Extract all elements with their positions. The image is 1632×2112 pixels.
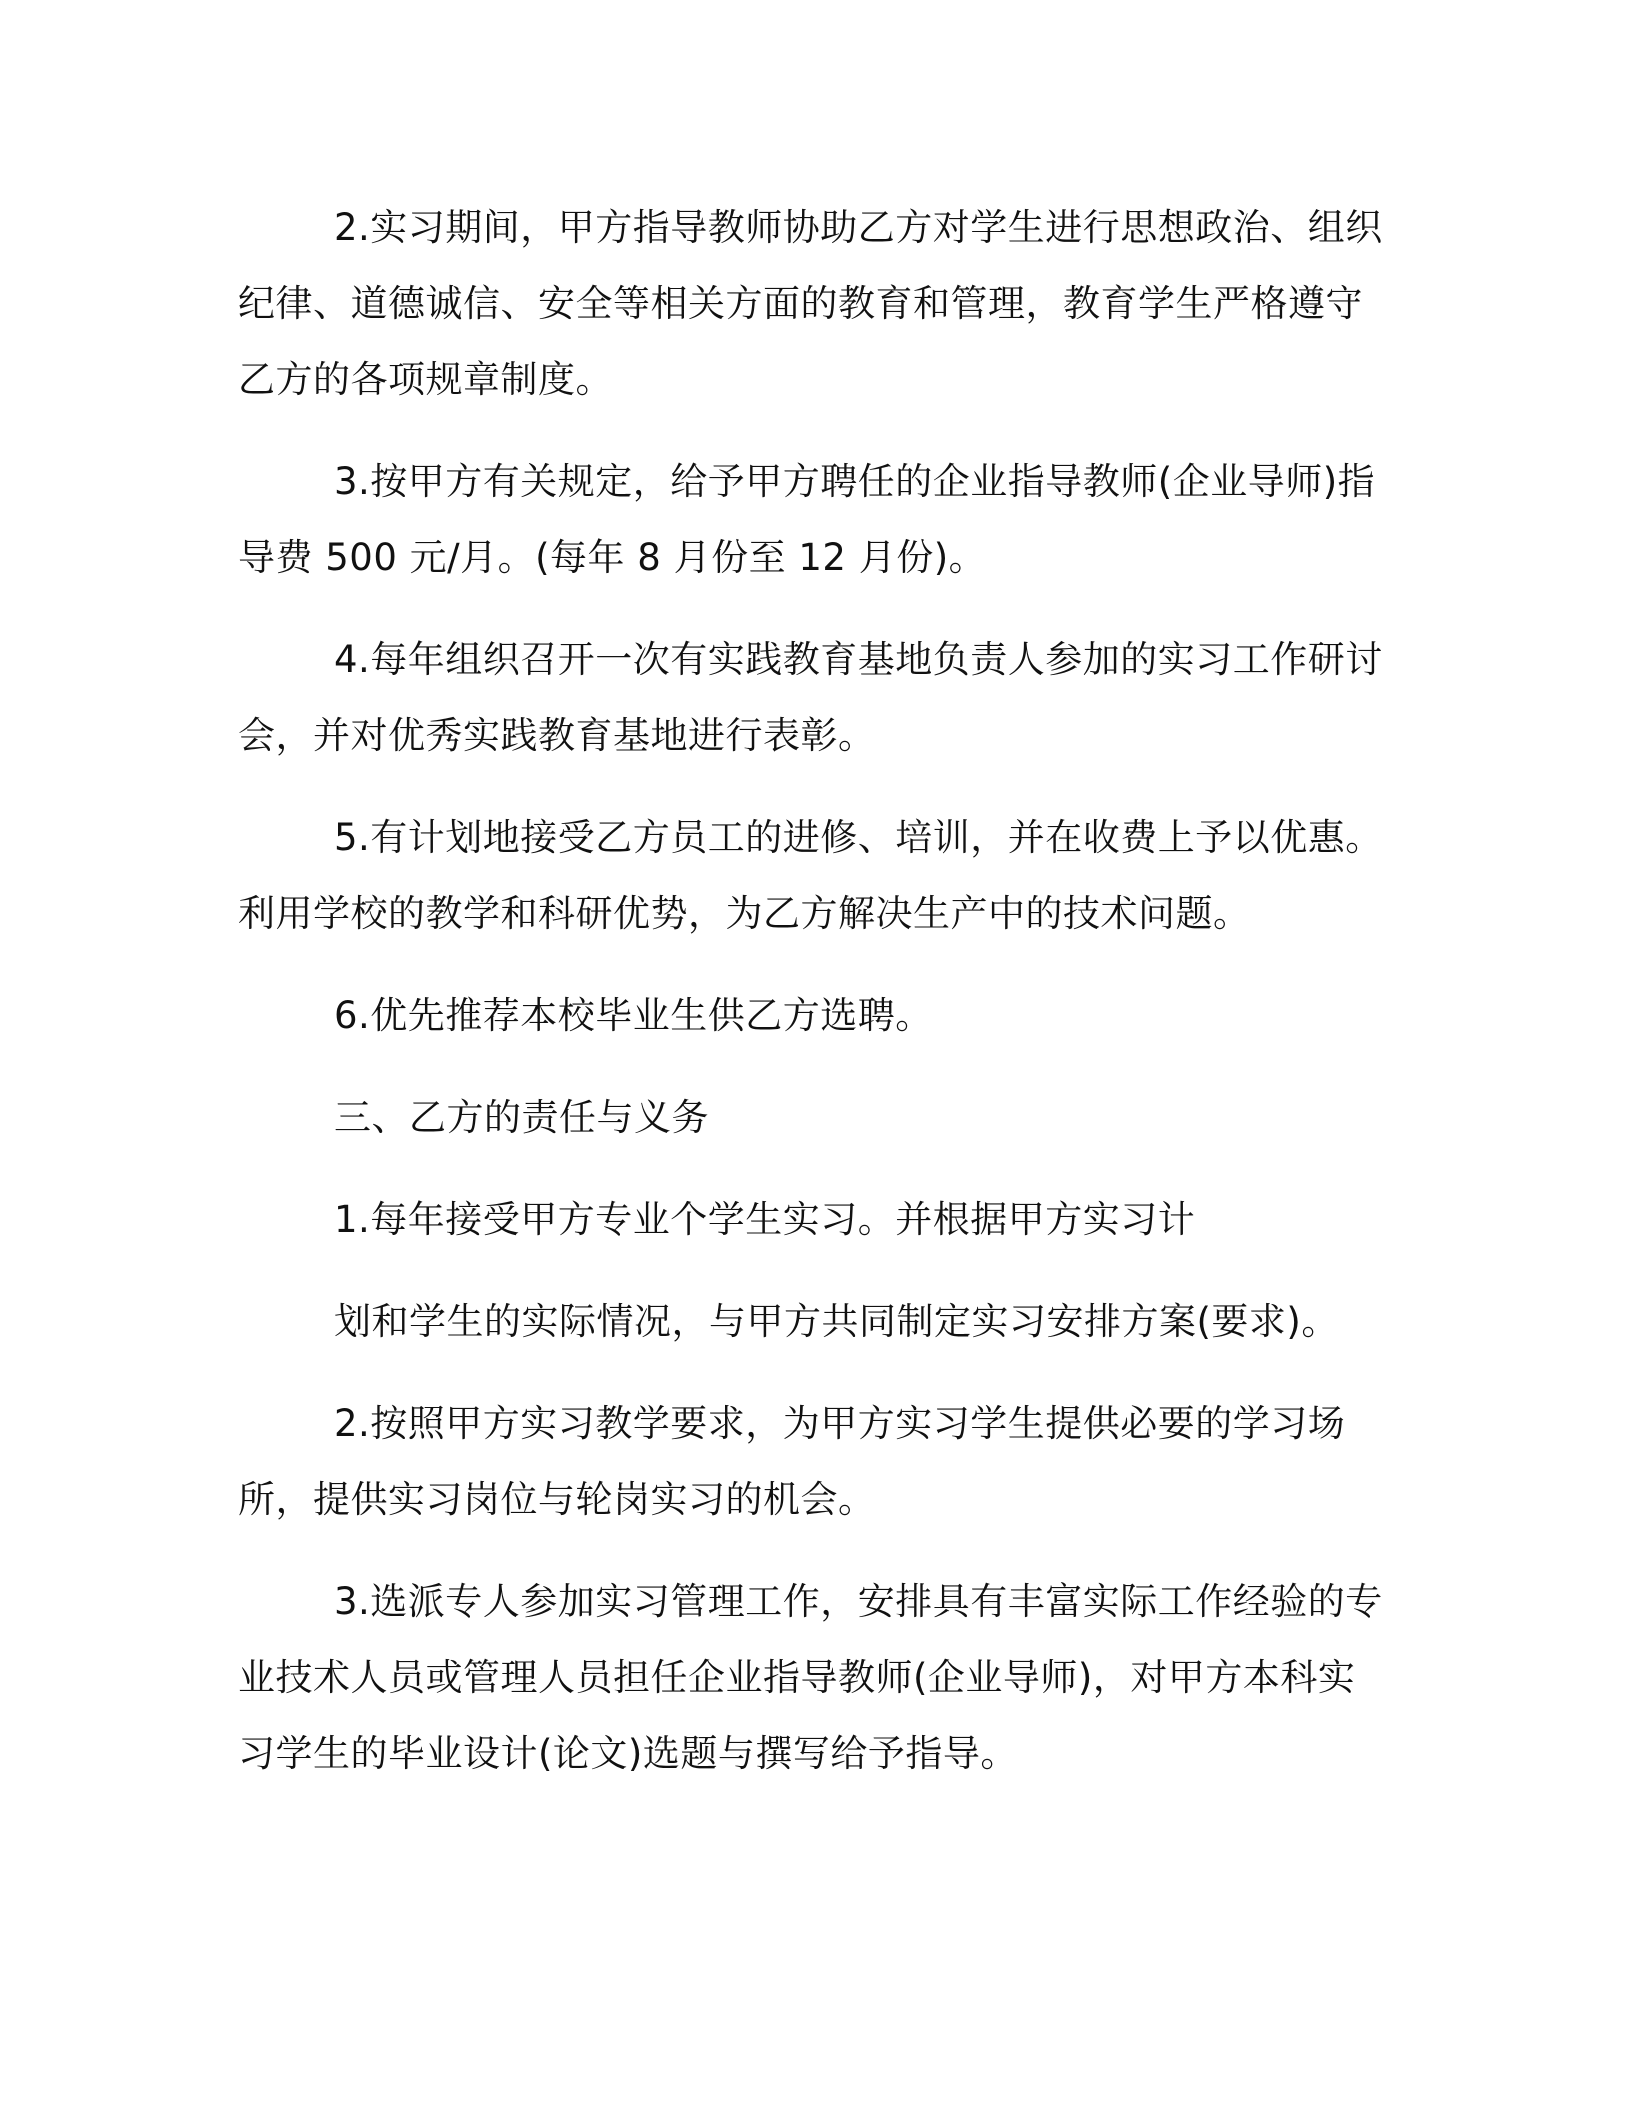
section-heading: 三、乙方的责任与义务 bbox=[334, 1096, 709, 1139]
paragraph-b3: 3.选派专人参加实习管理工作，安排具有丰富实际工作经验的专业技术人员或管理人员担任企业指导教师(企业导师)，对甲方本科实习学生的毕业设计(论文)选题与撰写给予指导。 bbox=[238, 1580, 1383, 1775]
document-body bbox=[238, 190, 1388, 1818]
paragraph-a3: 3.按甲方有关规定，给予甲方聘任的企业指导教师(企业导师)指导费 500 元/月。(每年 8 月份至 12 月份)。 bbox=[238, 460, 1376, 579]
paragraph-b1-line2: 划和学生的实际情况，与甲方共同制定实习安排方案(要求)。 bbox=[334, 1300, 1339, 1343]
paragraph-a6: 6.优先推荐本校毕业生供乙方选聘。 bbox=[334, 994, 933, 1037]
paragraph-b2: 2.按照甲方实习教学要求，为甲方实习学生提供必要的学习场所，提供实习岗位与轮岗实习的机会。 bbox=[238, 1402, 1346, 1521]
paragraph-a4: 4.每年组织召开一次有实践教育基地负责人参加的实习工作研讨会，并对优秀实践教育基地进行表彰。 bbox=[238, 638, 1383, 757]
paragraph-a2: 2.实习期间，甲方指导教师协助乙方对学生进行思想政治、组织纪律、道德诚信、安全等相关方面的教育和管理，教育学生严格遵守乙方的各项规章制度。 bbox=[238, 206, 1383, 401]
paragraph-a5: 5.有计划地接受乙方员工的进修、培训，并在收费上予以优惠。利用学校的教学和科研优势，为乙方解决生产中的技术问题。 bbox=[238, 816, 1383, 935]
paragraph-b1-line1: 1.每年接受甲方专业个学生实习。并根据甲方实习计 bbox=[334, 1198, 1196, 1241]
